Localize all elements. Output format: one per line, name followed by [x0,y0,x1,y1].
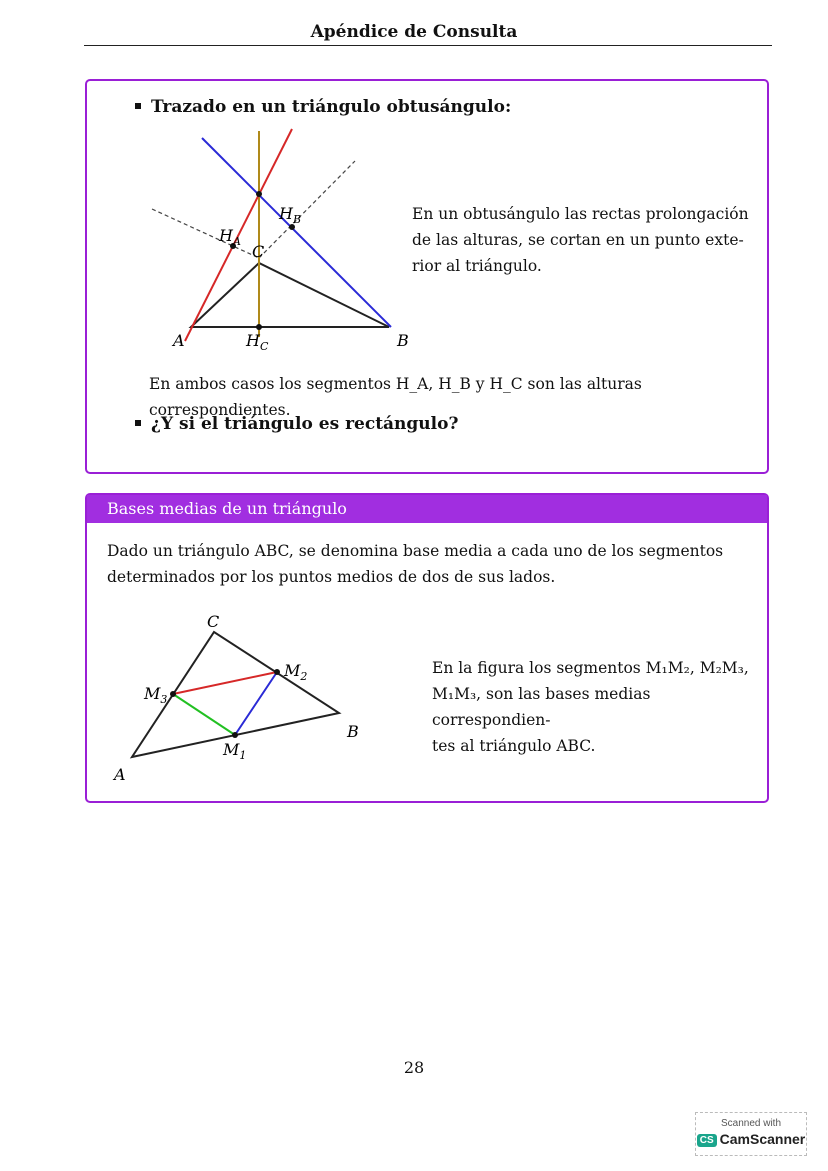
label-hc: $H_C$ [246,331,269,353]
obtuse-description-line: de las alturas, se cortan en un punto exte- [412,231,744,249]
label-m2: $M_2$ [284,661,308,683]
midsegments-figure [107,605,377,785]
midsegments-box [85,493,769,803]
midsegments-intro-line: Dado un triángulo ABC, se denomina base media a cada uno de los segmentos [107,542,724,560]
bullet-obtuse-text: Trazado en un triángulo obtusángulo: [151,97,512,117]
camscanner-logo-icon: CS [697,1134,717,1147]
altitudes-summary: En ambos casos los segmentos H_A, H_B y H_C son las alturas correspondientes. [149,375,642,419]
midsegments-description-line: M₁M₃, son las bases medias correspondien- [432,685,651,729]
bullet-right-triangle [135,414,458,434]
page-number: 28 [403,1058,425,1077]
obtuse-triangle-box [85,79,769,474]
obtuse-description-line: En un obtusángulo las rectas prolongación [412,205,749,223]
label-a: A [173,331,185,350]
label-a2: A [114,765,126,784]
label-b2: B [347,722,359,741]
obtuse-triangle-figure [142,121,432,361]
label-c: C [252,242,265,261]
bullet-square-icon [135,420,141,426]
midsegment-m2m1 [235,672,277,735]
bullet-square-icon [135,103,141,109]
scanned-with-text: Scanned with [720,1118,782,1129]
midsegments-intro-line: determinados por los puntos medios de dos de sus lados. [107,568,556,586]
point-m1 [232,732,238,738]
label-c2: C [207,612,220,631]
bullet-right-triangle-text: ¿Y si el triángulo es rectángulo? [151,414,459,434]
camscanner-watermark [695,1112,807,1156]
midsegment-m3m1 [173,694,235,735]
camscanner-brand [696,1131,806,1147]
bullet-obtuse [135,97,511,117]
label-b: B [397,331,409,350]
orthocenter-point [256,191,262,197]
camscanner-brand-text: CamScanner [719,1131,806,1147]
midsegment-m3m2 [173,672,277,694]
midsegments-box-title: Bases medias de un triángulo [87,495,767,523]
dashed-extension-ha [152,209,259,258]
header-rule [84,45,772,46]
point-m3 [170,691,176,697]
page-header-title: Apéndice de Consulta [310,22,518,42]
midsegments-description [432,655,762,759]
midsegments-description-line: En la figura los segmentos M₁M₂, M₂M₃, [432,659,749,677]
point-hc [256,324,262,330]
obtuse-description-line: rior al triángulo. [412,257,542,275]
label-ha: $H_A$ [219,226,241,248]
label-hb: $H_B$ [279,204,302,226]
label-m1: $M_1$ [223,740,247,762]
point-m2 [274,669,280,675]
label-m3: $M_3$ [144,684,168,706]
midsegments-intro [107,538,757,590]
midsegments-description-line: tes al triángulo ABC. [432,737,596,755]
obtuse-description [412,201,752,279]
